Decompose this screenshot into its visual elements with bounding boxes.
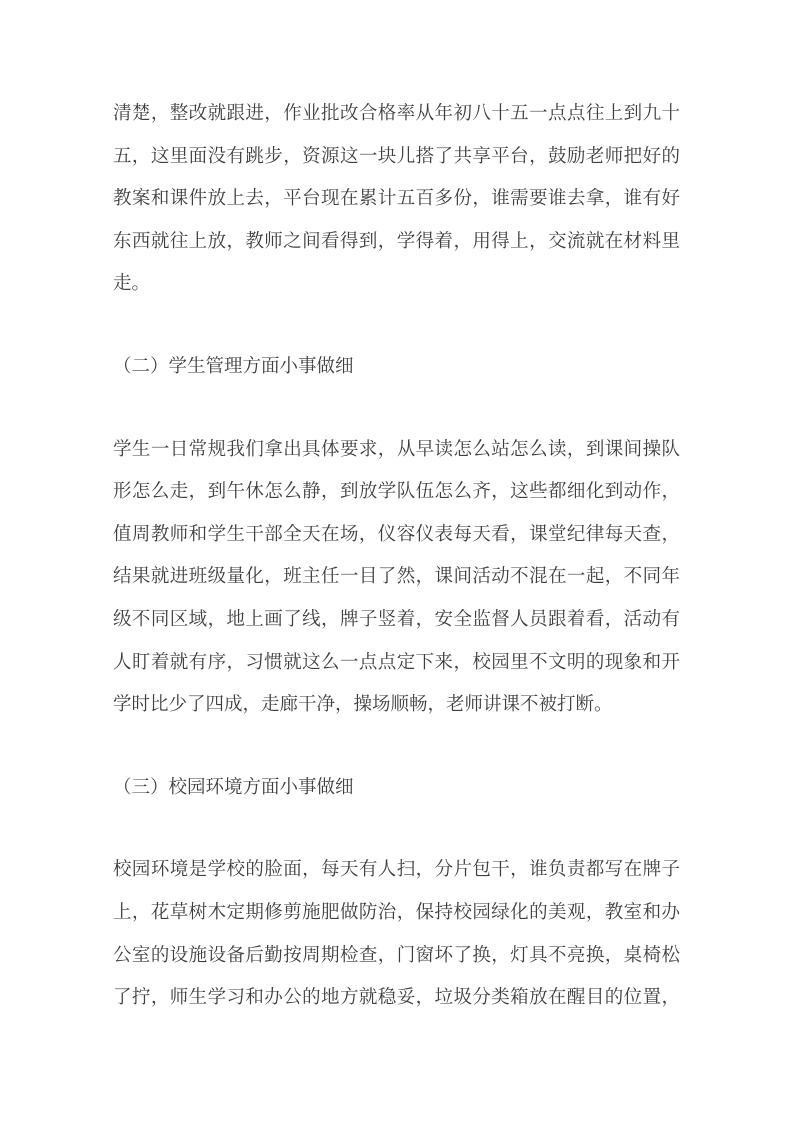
section-heading-student-management: （二）学生管理方面小事做细 [113,356,354,377]
section-heading-campus-environment: （三）校园环境方面小事做细 [113,777,354,798]
text-line: 走。 [113,274,151,295]
text-line: 值周教师和学生干部全天在场，仪容仪表每天看，课堂纪律每天查， [113,524,680,545]
paragraph-campus-environment [113,849,680,1019]
text-line: 上，花草树木定期修剪施肥做防治，保持校园绿化的美观，教室和办 [113,902,680,923]
text-line: 级不同区域，地上画了线，牌子竖着，安全监督人员跟着看，活动有 [113,609,680,630]
text-line: 教案和课件放上去，平台现在累计五百多份，谁需要谁去拿，谁有好 [113,189,680,210]
text-line: 学时比少了四成，走廊干净，操场顺畅，老师讲课不被打断。 [113,695,613,716]
text-line: 了拧，师生学习和办公的地方就稳妥，垃圾分类箱放在醒目的位置， [113,988,680,1009]
text-line: 人盯着就有序，习惯就这么一点点定下来，校园里不文明的现象和开 [113,652,680,673]
text-line: 学生一日常规我们拿出具体要求，从早读怎么站怎么读，到课间操队 [113,439,680,460]
text-line: 形怎么走，到午休怎么静，到放学队伍怎么齐，这些都细化到动作， [113,482,680,503]
text-line: 结果就进班级量化，班主任一目了然，课间活动不混在一起，不同年 [113,567,680,588]
text-line: 清楚，整改就跟进，作业批改合格率从年初八十五一点点往上到九十 [113,104,680,124]
text-line: 东西就往上放，教师之间看得到，学得着，用得上，交流就在材料里 [113,231,680,252]
text-line: 校园环境是学校的脸面，每天有人扫，分片包干，谁负责都写在牌子 [113,860,680,881]
paragraph-teaching-management [113,93,680,306]
text-line: 五，这里面没有跳步，资源这一块儿搭了共享平台，鼓励老师把好的 [113,146,680,167]
text-line: 公室的设施设备后勤按周期检查，门窗坏了换，灯具不亮换，桌椅松 [113,945,680,966]
paragraph-student-management [113,429,680,727]
